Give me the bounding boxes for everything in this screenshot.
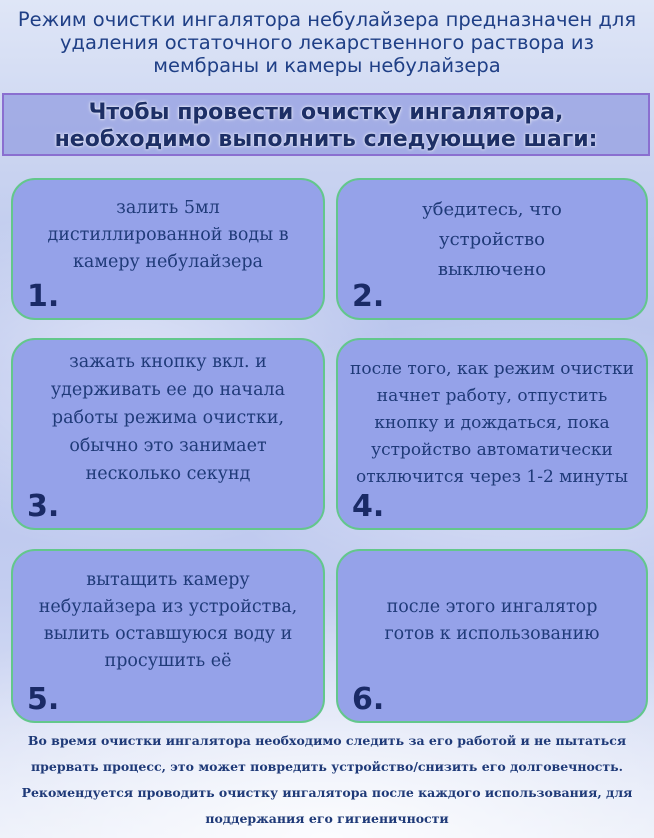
step-text-6: после этого ингалятор готов к использованию	[384, 597, 600, 644]
step-text-3: зажать кнопку вкл. и удерживать ее до начала работы режима очистки, обычно это занимает несколько секунд	[50, 352, 286, 484]
step-number-3: 3.	[27, 489, 60, 524]
step-number-1: 1.	[27, 279, 60, 314]
intro-text: Режим очистки ингалятора небулайзера предназначен для удаления остаточного лекарственного раствора из мембраны и камеры небулайзера	[17, 8, 637, 77]
step-card-2	[336, 178, 648, 320]
step-number-4: 4.	[352, 489, 385, 524]
step-card-6	[336, 549, 648, 723]
step-text-2: убедитесь, что устройство выключено	[422, 199, 562, 280]
step-number-5: 5.	[27, 682, 60, 717]
step-card-1	[11, 178, 325, 320]
banner-line-2: необходимо выполнить следующие шаги:	[54, 127, 598, 152]
step-number-6: 6.	[352, 682, 385, 717]
steps-banner	[2, 93, 650, 156]
step-text-1: залить 5мл дистиллированной воды в камеру небулайзера	[47, 197, 289, 272]
step-card-4	[336, 338, 648, 530]
footer-note: Во время очистки ингалятора необходимо следить за его работой и не пытаться прервать процесс, это может повредить устройство/снизить его долговечность. Рекомендуется проводить очистку ингалятора после каждого использования, для поддержания его гигиеничности	[21, 733, 633, 826]
step-text-5: вытащить камеру небулайзера из устройства, вылить оставшуюся воду и просушить её	[38, 570, 298, 671]
step-card-5	[11, 549, 325, 723]
banner-line-1: Чтобы провести очистку ингалятора,	[88, 100, 564, 125]
step-text-4: после того, как режим очистки начнет работу, отпустить кнопку и дождаться, пока устройство автоматически отключится через 1-2 минуты	[350, 358, 634, 487]
step-number-2: 2.	[352, 279, 385, 314]
step-card-3	[11, 338, 325, 530]
